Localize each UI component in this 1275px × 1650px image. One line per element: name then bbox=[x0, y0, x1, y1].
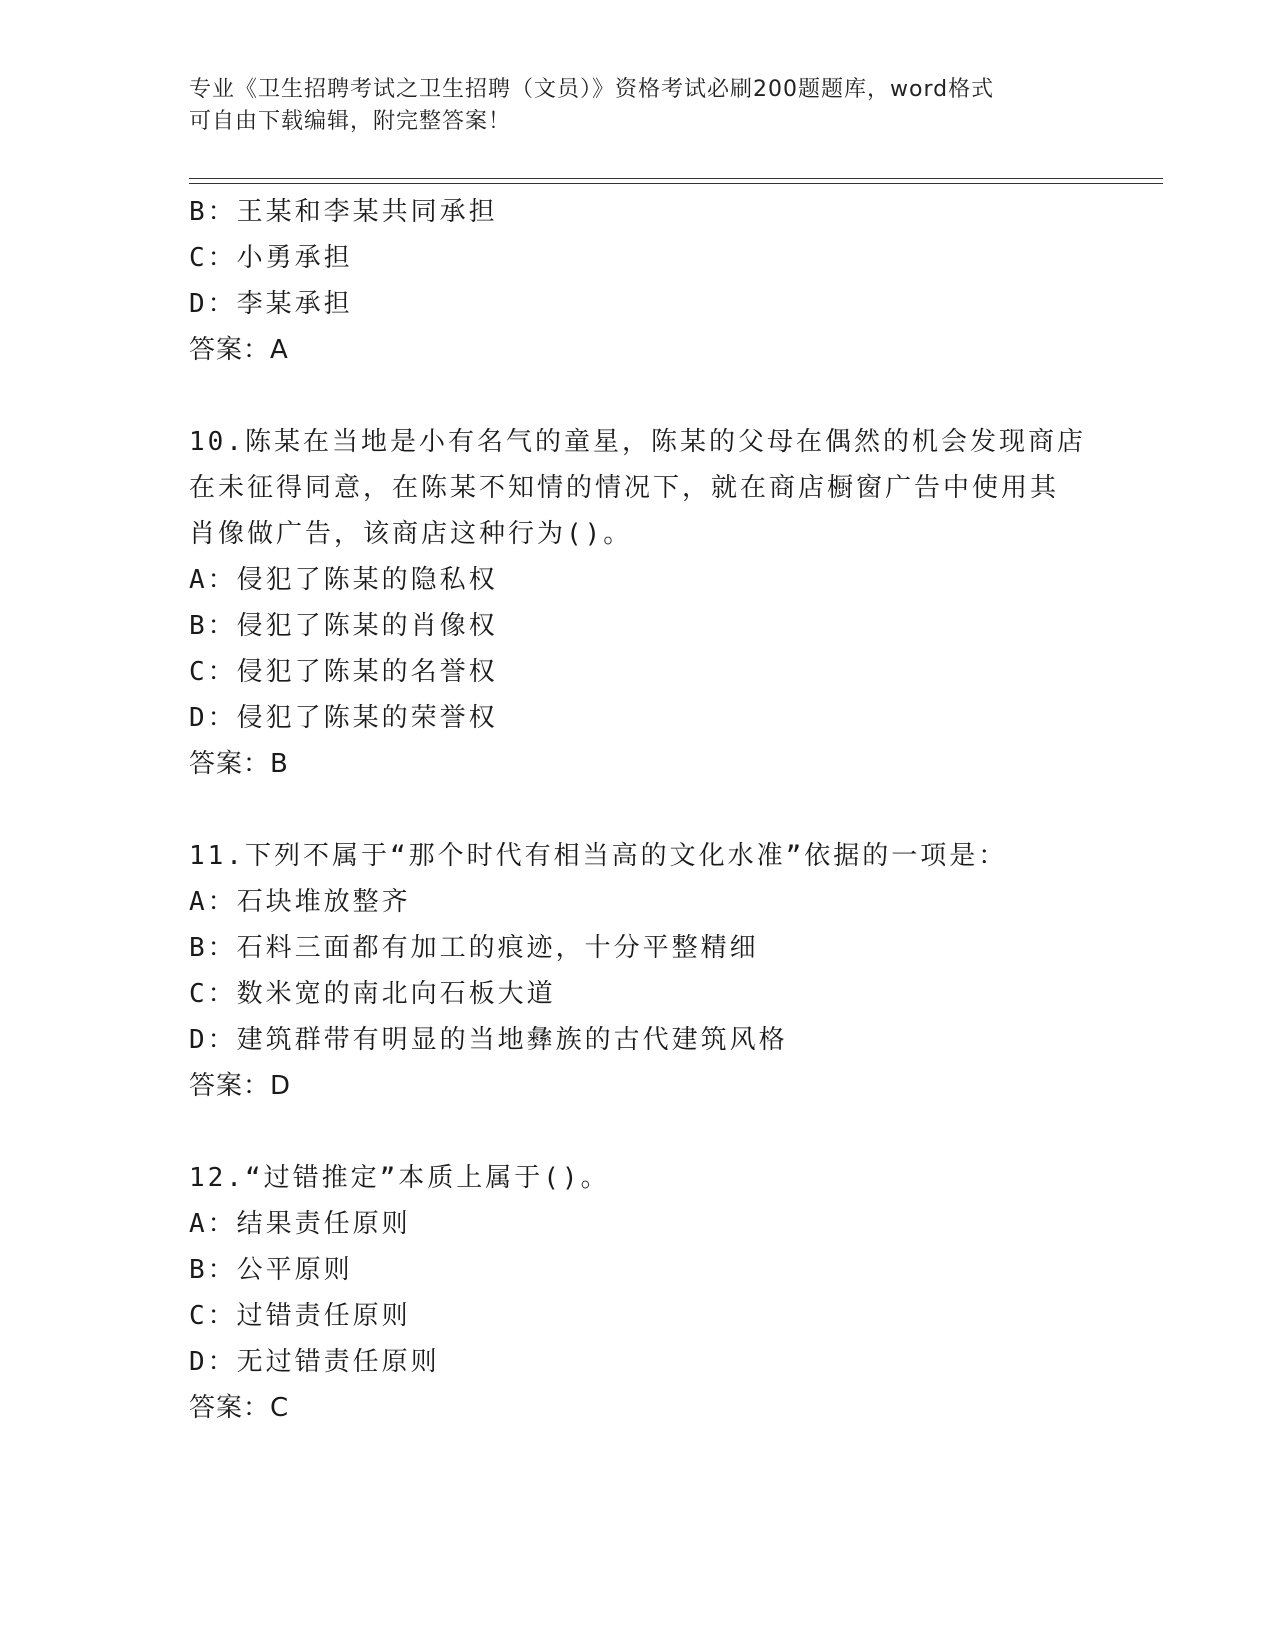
question-10 bbox=[189, 419, 1089, 787]
option-d: D：无过错责任原则 bbox=[189, 1347, 440, 1377]
spacer bbox=[189, 787, 1089, 833]
option-c: C：数米宽的南北向石板大道 bbox=[189, 979, 556, 1009]
question-stem-line: 在未征得同意，在陈某不知情的情况下，就在商店橱窗广告中使用其 bbox=[189, 473, 1060, 503]
spacer bbox=[189, 373, 1089, 419]
header-divider-top bbox=[189, 178, 1163, 179]
question-stem-line: 11.下列不属于“那个时代有相当高的文化水准”依据的一项是： bbox=[189, 841, 1008, 871]
spacer bbox=[189, 1109, 1089, 1155]
option-c: C：过错责任原则 bbox=[189, 1301, 411, 1331]
option-b: B：侵犯了陈某的肖像权 bbox=[189, 611, 498, 641]
question-stem-line: 12.“过错推定”本质上属于()。 bbox=[189, 1163, 610, 1193]
question-9-continued bbox=[189, 189, 1089, 373]
question-stem-line: 10.陈某在当地是小有名气的童星，陈某的父母在偶然的机会发现商店 bbox=[189, 427, 1086, 457]
question-list bbox=[189, 189, 1089, 1431]
option-d: D：李某承担 bbox=[189, 289, 353, 319]
question-11 bbox=[189, 833, 1089, 1109]
answer-label: 答案：A bbox=[189, 335, 289, 365]
header-line-1: 专业《卫生招聘考试之卫生招聘（文员）》资格考试必刷200题题库，word格式 bbox=[189, 77, 995, 102]
question-12 bbox=[189, 1155, 1089, 1431]
option-c: C：小勇承担 bbox=[189, 243, 353, 273]
option-b: B：石料三面都有加工的痕迹，十分平整精细 bbox=[189, 933, 759, 963]
option-b: B：公平原则 bbox=[189, 1255, 353, 1285]
option-a: A：结果责任原则 bbox=[189, 1209, 411, 1239]
option-d: D：侵犯了陈某的荣誉权 bbox=[189, 703, 498, 733]
option-a: A：侵犯了陈某的隐私权 bbox=[189, 565, 498, 595]
answer-label: 答案：C bbox=[189, 1393, 290, 1423]
option-b: B：王某和李某共同承担 bbox=[189, 197, 498, 227]
header-divider-bottom bbox=[189, 183, 1163, 184]
answer-label: 答案：D bbox=[189, 1071, 292, 1101]
option-d: D：建筑群带有明显的当地彝族的古代建筑风格 bbox=[189, 1025, 788, 1055]
header-line-2: 可自由下载编辑，附完整答案！ bbox=[189, 109, 512, 134]
option-a: A：石块堆放整齐 bbox=[189, 887, 411, 917]
option-c: C：侵犯了陈某的名誉权 bbox=[189, 657, 498, 687]
question-stem-line: 肖像做广告，该商店这种行为()。 bbox=[189, 519, 633, 549]
document-header bbox=[189, 74, 1089, 138]
answer-label: 答案：B bbox=[189, 749, 289, 779]
